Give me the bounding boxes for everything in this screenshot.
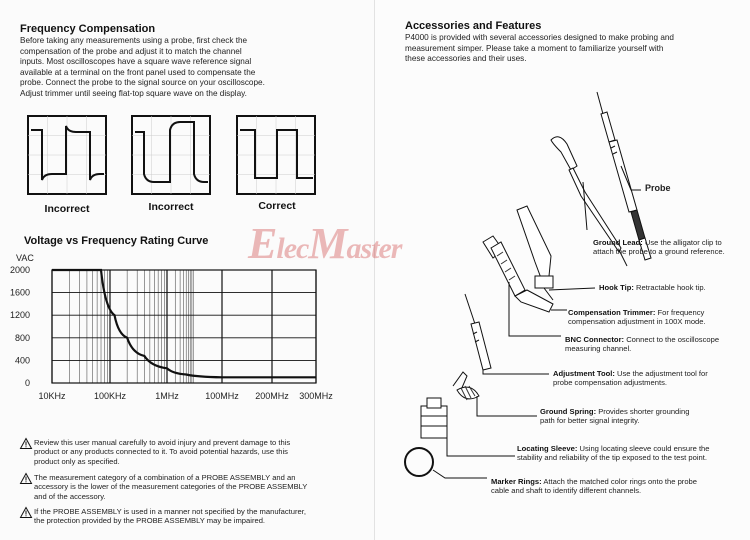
rating-curve — [52, 270, 316, 377]
x-tick-label: 100KHz — [93, 391, 127, 401]
plot-frame — [52, 270, 316, 383]
accessory-desc: Connect to the oscilloscope — [626, 335, 720, 344]
freq-comp-title: Frequency Compensation — [20, 23, 156, 35]
accessory-desc: Attach the matched color rings onto the probe — [543, 477, 697, 486]
intro-line: these accessories and their uses. — [405, 54, 527, 64]
warning-line: product or any products connected to it. To avoid potential hazards, use this — [34, 447, 288, 457]
accessory-desc: Provides shorter grounding — [598, 407, 690, 416]
intro-line: P4000 is provided with several accessories designed to make probing and — [405, 33, 674, 42]
warning-line: Review this user manual carefully to avoid injury and prevent damage to this — [34, 438, 291, 447]
x-tick-label: 300MHz — [299, 391, 333, 401]
marker-rings-leader — [433, 470, 487, 478]
freq-comp-line: compensation of the probe and adjust it to match the channel — [20, 46, 242, 56]
adjustment-tool-drawing — [465, 294, 491, 370]
accessory-desc: probe compensation adjustments. — [553, 378, 667, 388]
callout-bnc-connector — [565, 335, 719, 354]
voltage-frequency-chart — [0, 246, 375, 426]
adjustment-tool-leader — [483, 370, 549, 374]
probe-label: Probe — [645, 183, 671, 193]
accessory-desc: cable and shaft to identify different channels. — [491, 486, 642, 496]
freq-comp-line: Adjust trimmer until seeing flat-top square wave on the display. — [20, 88, 247, 98]
y-tick-label: 2000 — [9, 265, 30, 275]
warning-line: and of the accessory. — [34, 491, 106, 501]
accessories-title: Accessories and Features — [405, 20, 542, 32]
locating-sleeve-drawing — [421, 398, 447, 438]
ground-spring-drawing — [453, 372, 479, 400]
right-page — [375, 0, 750, 540]
warning-3 — [20, 507, 350, 526]
x-tick-label: 1MHz — [155, 391, 179, 401]
callout-hook-tip — [599, 283, 706, 292]
waveform-undershoot — [132, 116, 210, 194]
warning-triangle-icon — [20, 473, 32, 484]
accessory-desc: measuring channel. — [565, 344, 632, 354]
chart-title: Voltage vs Frequency Rating Curve — [24, 235, 209, 247]
y-tick-label: 0 — [24, 378, 30, 388]
warning-triangle-icon — [20, 507, 32, 518]
warning-line: accessory is the lower of the measurement categories of the PROBE ASSEMBLY — [34, 482, 308, 492]
warning-line: product only as specified. — [34, 456, 120, 466]
x-tick-label: 10KHz — [38, 391, 66, 401]
accessory-drawings — [375, 70, 750, 540]
accessory-name: Locating Sleeve: — [517, 444, 578, 453]
probe-drawing — [597, 92, 651, 260]
accessory-desc: Retractable hook tip. — [636, 283, 706, 292]
accessory-desc: Use the adjustment tool for — [617, 369, 708, 378]
waveform-label-3: Correct — [258, 200, 296, 212]
callout-marker-rings — [491, 477, 697, 496]
x-tick-label: 200MHz — [255, 391, 289, 401]
accessory-name: Ground Spring: — [540, 407, 597, 416]
warning-triangle-icon — [20, 438, 32, 449]
locating-sleeve-leader — [447, 426, 515, 456]
accessory-name: Hook Tip: — [599, 283, 634, 292]
warning-2 — [20, 473, 350, 501]
waveform-square — [237, 116, 315, 194]
callout-adjustment-tool — [553, 369, 708, 388]
accessory-desc: Using locating sleeve could ensure the — [579, 444, 710, 453]
callout-locating-sleeve — [517, 444, 710, 463]
warning-line: the protection provided by the PROBE ASSEMBLY may be impaired. — [34, 516, 266, 526]
accessory-desc: For frequency — [657, 308, 705, 317]
accessories-intro — [405, 33, 735, 65]
freq-comp-line: Before taking any measurements using a probe, first check the — [20, 36, 248, 45]
freq-comp-line: probe. Connect the probe to the signal source on your oscilloscope. — [20, 78, 265, 88]
ground-spring-leader — [477, 396, 537, 416]
elecmaster-watermark: ElecMaster — [248, 219, 402, 268]
accessory-name: Compensation Trimmer: — [568, 308, 656, 317]
callout-compensation-trimmer — [568, 308, 706, 327]
freq-comp-line: inputs. Most oscilloscopes have a square wave reference signal — [20, 57, 252, 67]
accessory-desc: Use the alligator clip to — [644, 238, 722, 247]
accessory-desc: path for better signal integrity. — [540, 416, 640, 426]
waveform-label-1: Incorrect — [44, 203, 90, 215]
hook-tip-leader — [549, 288, 595, 290]
waveform-overshoot — [28, 116, 106, 194]
callout-ground-spring — [540, 407, 689, 426]
intro-line: measurement simper. Please take a moment to familiarize yourself with — [405, 43, 664, 53]
warning-1 — [20, 438, 350, 466]
accessory-name: Adjustment Tool: — [553, 369, 615, 378]
accessory-desc: compensation adjustment in 100X mode. — [568, 317, 706, 327]
freq-comp-text — [20, 36, 360, 100]
waveform-label-2: Incorrect — [148, 201, 194, 213]
x-tick-label: 100MHz — [205, 391, 239, 401]
freq-comp-line: available at a terminal on the front panel used to compensate the — [20, 67, 256, 77]
accessory-name: Marker Rings: — [491, 477, 542, 486]
callout-ground-lead — [593, 238, 725, 257]
y-tick-label: 1600 — [9, 287, 30, 298]
accessory-desc: stability and reliability of the tip exposed to the test point. — [517, 453, 707, 463]
marker-ring-drawing — [405, 448, 433, 476]
accessory-desc: attach the probe to a ground reference. — [593, 247, 725, 257]
accessory-name: BNC Connector: — [565, 335, 625, 344]
y-tick-label: 400 — [14, 355, 30, 366]
y-tick-label: 1200 — [9, 310, 30, 321]
accessory-name: Ground Lead: — [593, 238, 643, 247]
y-tick-label: 800 — [14, 332, 30, 343]
y-axis-label: VAC — [16, 253, 34, 263]
warning-line: If the PROBE ASSEMBLY is used in a manner not specified by the manufacturer, — [34, 507, 306, 516]
ground-lead-leader — [583, 182, 587, 230]
warning-line: The measurement category of a combination of a PROBE ASSEMBLY and an — [34, 473, 296, 482]
